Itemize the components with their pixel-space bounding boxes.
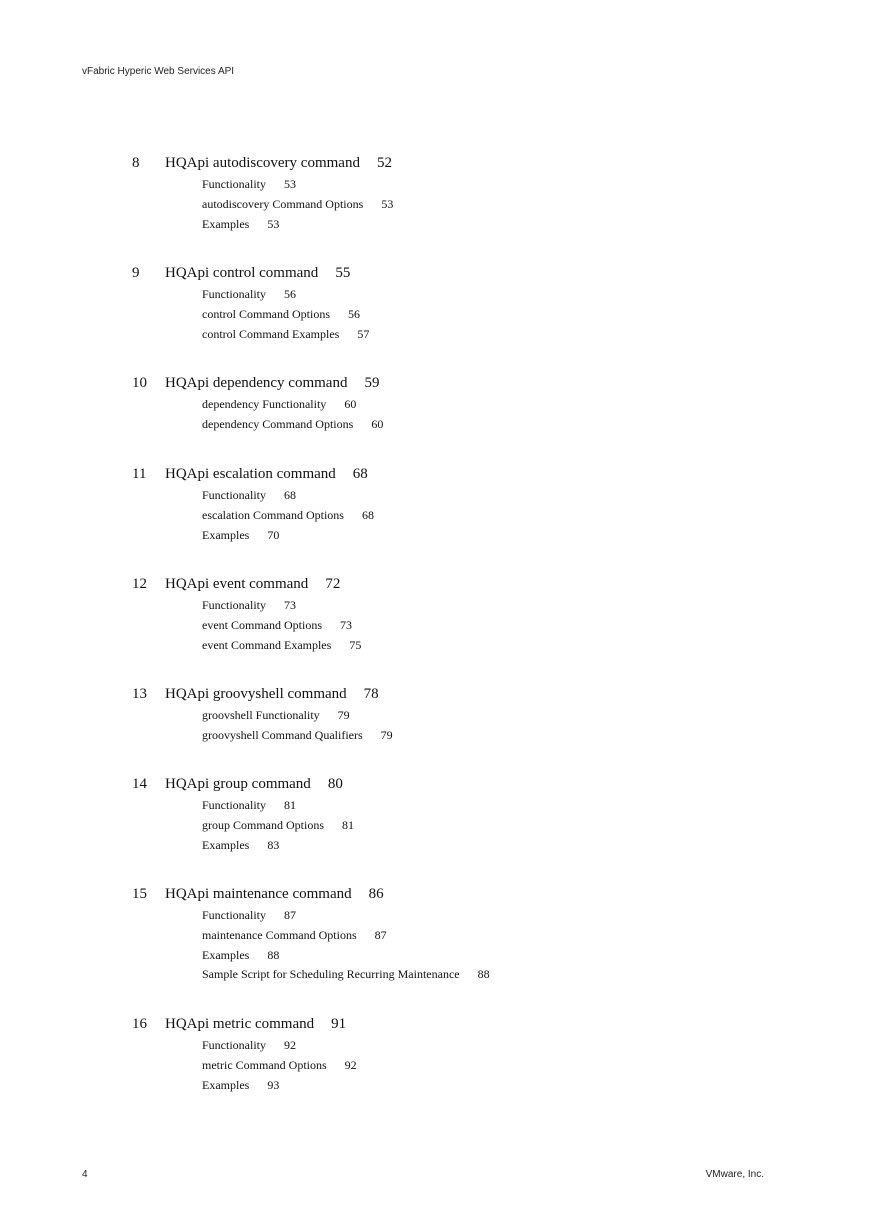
chapter-title: HQApi autodiscovery command (165, 155, 360, 171)
chapter-number: 13 (132, 686, 147, 702)
section-title: Functionality (202, 598, 266, 612)
chapter-title: HQApi metric command (165, 1016, 315, 1032)
section-title: groovyshell Command Qualifiers (202, 727, 363, 742)
section-page-number: 56 (348, 306, 360, 321)
section-page-number: 53 (381, 196, 394, 211)
toc-section-entry[interactable] (202, 906, 490, 926)
section-page-number: 68 (284, 488, 296, 502)
section-page-number: 56 (284, 287, 296, 301)
chapter-page-number: 72 (325, 576, 341, 592)
toc-section-entry[interactable] (202, 706, 393, 726)
toc-section-entry[interactable] (202, 1076, 357, 1096)
chapter-number: 9 (132, 265, 140, 281)
toc-section-list (202, 796, 354, 855)
toc-section-list (202, 596, 361, 655)
toc-section-entry[interactable] (202, 305, 369, 325)
toc-section-entry[interactable] (202, 836, 354, 856)
chapter-page-number: 86 (368, 886, 384, 902)
section-title: Examples (202, 216, 250, 231)
section-page-number: 81 (284, 798, 296, 812)
section-page-number: 53 (284, 177, 296, 191)
section-page-number: 88 (267, 947, 280, 962)
chapter-title-group (165, 464, 368, 484)
toc-section-entry[interactable] (202, 325, 369, 345)
toc-section-list (202, 906, 490, 985)
section-title: Examples (202, 837, 250, 852)
section-page-number: 73 (284, 598, 296, 612)
chapter-title-group (165, 884, 384, 904)
toc-section-entry[interactable] (202, 486, 374, 506)
toc-section-list (202, 486, 374, 545)
section-title: groovshell Functionality (202, 708, 320, 722)
toc-section-entry[interactable] (202, 946, 490, 966)
toc-section-list (202, 285, 369, 344)
chapter-page-number: 91 (331, 1016, 347, 1032)
toc-section-entry[interactable] (202, 796, 354, 816)
toc-section-entry[interactable] (202, 506, 374, 526)
section-title: Examples (202, 527, 250, 542)
toc-section-entry[interactable] (202, 926, 490, 946)
section-page-number: 83 (267, 837, 280, 852)
chapter-page-number: 78 (363, 686, 379, 702)
section-page-number: 88 (477, 967, 490, 982)
chapter-title-group (165, 1014, 346, 1034)
section-title: event Command Examples (202, 637, 332, 652)
section-title: metric Command Options (202, 1057, 327, 1072)
toc-section-entry[interactable] (202, 596, 361, 616)
chapter-title-group (165, 684, 379, 704)
toc-section-entry[interactable] (202, 965, 490, 985)
section-title: control Command Options (202, 306, 330, 321)
chapter-page-number: 68 (352, 466, 368, 482)
section-title: Examples (202, 947, 250, 962)
toc-section-entry[interactable] (202, 195, 393, 215)
chapter-number: 14 (132, 776, 147, 792)
section-page-number: 73 (340, 617, 352, 632)
section-title: Functionality (202, 177, 266, 191)
toc-section-entry[interactable] (202, 285, 369, 305)
chapter-title: HQApi group command (165, 776, 311, 792)
section-page-number: 92 (284, 1038, 296, 1052)
toc-section-entry[interactable] (202, 415, 383, 435)
toc-section-entry[interactable] (202, 526, 374, 546)
chapter-number: 11 (132, 466, 147, 482)
toc-section-entry[interactable] (202, 1036, 357, 1056)
chapter-title-group (165, 153, 392, 173)
section-title: Functionality (202, 1038, 266, 1052)
chapter-number: 8 (132, 155, 140, 171)
toc-section-entry[interactable] (202, 175, 393, 195)
section-page-number: 57 (357, 326, 370, 341)
section-page-number: 87 (374, 927, 387, 942)
section-page-number: 93 (267, 1077, 280, 1092)
section-page-number: 60 (344, 397, 357, 411)
toc-section-list (202, 1036, 357, 1095)
toc-section-entry[interactable] (202, 395, 383, 415)
chapter-number: 16 (132, 1016, 147, 1032)
section-page-number: 75 (349, 637, 362, 652)
section-title: Functionality (202, 287, 266, 301)
chapter-title-group (165, 373, 379, 393)
toc-section-list (202, 175, 393, 234)
section-page-number: 87 (284, 908, 296, 922)
chapter-title-group (165, 574, 340, 594)
footer-company: VMware, Inc. (705, 1169, 764, 1180)
toc-section-list (202, 706, 393, 746)
section-title: autodiscovery Command Options (202, 196, 364, 211)
chapter-number: 15 (132, 886, 147, 902)
page-number: 4 (82, 1169, 88, 1180)
section-title: group Command Options (202, 817, 324, 832)
section-page-number: 81 (342, 817, 354, 832)
section-title: Functionality (202, 908, 266, 922)
section-page-number: 79 (337, 708, 350, 722)
toc-section-entry[interactable] (202, 726, 393, 746)
section-page-number: 53 (267, 216, 280, 231)
chapter-number: 12 (132, 576, 147, 592)
section-page-number: 68 (361, 507, 374, 522)
section-title: maintenance Command Options (202, 927, 357, 942)
section-title: control Command Examples (202, 326, 340, 341)
section-title: Functionality (202, 798, 266, 812)
section-page-number: 79 (380, 727, 393, 742)
running-header: vFabric Hyperic Web Services API (82, 66, 235, 77)
chapter-title-group (165, 774, 343, 794)
chapter-page-number: 55 (335, 265, 351, 281)
section-page-number: 60 (371, 416, 384, 431)
section-title: Sample Script for Scheduling Recurring Maintenance (202, 967, 460, 982)
chapter-title: HQApi dependency command (165, 375, 348, 391)
toc-section-entry[interactable] (202, 816, 354, 836)
toc-section-entry[interactable] (202, 215, 393, 235)
section-title: Examples (202, 1077, 250, 1092)
chapter-title-group (165, 263, 350, 283)
section-page-number: 92 (344, 1057, 357, 1072)
section-title: dependency Command Options (202, 416, 354, 431)
section-page-number: 70 (267, 527, 280, 542)
chapter-title: HQApi control command (165, 265, 319, 281)
toc-section-entry[interactable] (202, 616, 361, 636)
toc-section-entry[interactable] (202, 636, 361, 656)
chapter-title: HQApi escalation command (165, 466, 336, 482)
section-title: escalation Command Options (202, 507, 344, 522)
section-title: Functionality (202, 488, 266, 502)
chapter-number: 10 (132, 375, 147, 391)
chapter-title: HQApi event command (165, 576, 309, 592)
toc-section-entry[interactable] (202, 1056, 357, 1076)
section-title: dependency Functionality (202, 397, 327, 411)
chapter-page-number: 59 (364, 375, 380, 391)
chapter-title: HQApi groovyshell command (165, 686, 347, 702)
chapter-page-number: 80 (327, 776, 343, 792)
chapter-page-number: 52 (376, 155, 392, 171)
toc-section-list (202, 395, 383, 435)
section-title: event Command Options (202, 617, 322, 632)
chapter-title: HQApi maintenance command (165, 886, 352, 902)
